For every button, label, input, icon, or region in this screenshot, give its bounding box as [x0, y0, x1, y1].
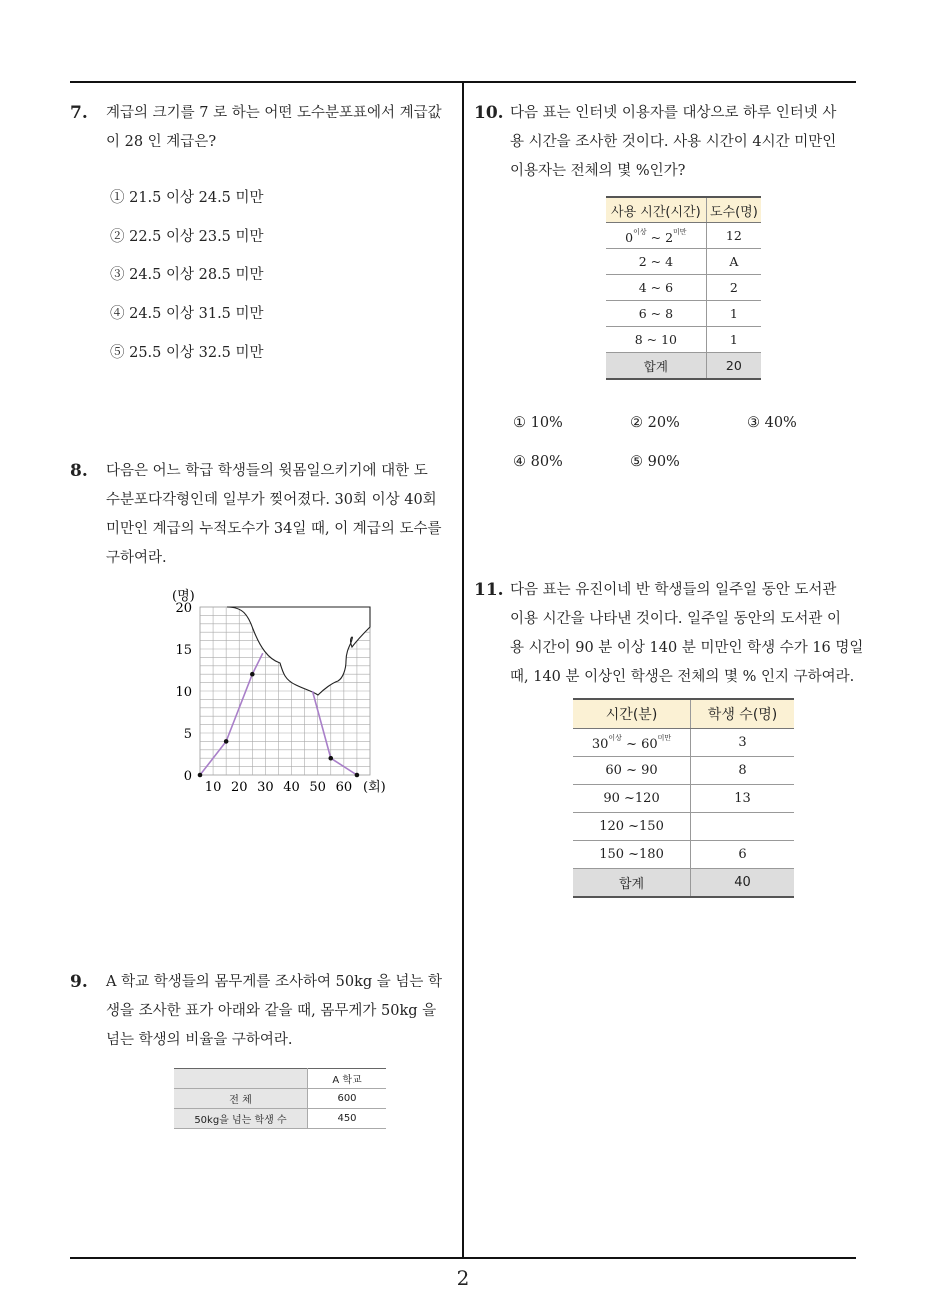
data-point [198, 773, 203, 778]
table-sum-row [573, 869, 794, 898]
question-number: 9. [70, 972, 88, 992]
range-to-note: 미만 [673, 227, 687, 236]
table-header-row [174, 1069, 386, 1089]
page-number: 2 [456, 1266, 470, 1290]
choice-2[interactable]: ② 20% [630, 415, 680, 431]
table-cell: 40 [691, 869, 794, 898]
x-tick-label: 30 [257, 780, 274, 795]
q11-table [573, 698, 794, 898]
x-tick-label: 50 [309, 780, 326, 795]
table-row [573, 757, 794, 785]
range-to-note: 미만 [657, 734, 672, 742]
choice-1[interactable]: ① 21.5 이상 24.5 미만 [110, 190, 264, 206]
table-cell: 3 [691, 729, 794, 757]
table-row [606, 275, 761, 301]
table-header-row [573, 699, 794, 729]
table-cell: 전 체 [174, 1089, 308, 1109]
bottom-rule [70, 1257, 856, 1259]
table-row [573, 813, 794, 841]
question-number: 11. [474, 580, 504, 600]
table-cell [691, 813, 794, 841]
question-number: 7. [70, 103, 88, 123]
table-cell: 6 [691, 841, 794, 869]
question-text-line: 다음 표는 인터넷 이용자를 대상으로 하루 인터넷 사 [510, 105, 837, 121]
range-from-note: 이상 [608, 734, 622, 742]
data-point [250, 672, 255, 677]
question-number: 10. [474, 103, 504, 123]
table-cell: A [706, 249, 761, 275]
data-point [355, 773, 360, 778]
table-cell: 8 ~ 10 [606, 327, 706, 353]
question-text-line: 구하여라. [106, 550, 167, 566]
range-from: 30 [591, 737, 609, 752]
table-cell: 150 ~180 [573, 841, 691, 869]
table-row [606, 249, 761, 275]
question-number: 8. [70, 461, 88, 481]
table-cell: 60 ~ 90 [573, 757, 691, 785]
table-cell: 6 ~ 8 [606, 301, 706, 327]
table-cell [174, 1069, 308, 1089]
table-sum-row [606, 353, 761, 380]
table-row [174, 1089, 386, 1109]
table-cell [573, 729, 691, 757]
data-point [328, 756, 333, 761]
table-row [606, 301, 761, 327]
table-cell: 합계 [606, 353, 706, 380]
table-header-row [606, 197, 761, 223]
choice-1[interactable]: ① 10% [513, 415, 563, 431]
table-header-cell: 도수(명) [706, 197, 761, 223]
table-cell: 13 [691, 785, 794, 813]
table-cell: 90 ~120 [573, 785, 691, 813]
question-text-line: 계급의 크기를 7 로 하는 어떤 도수분포표에서 계급값 [106, 105, 442, 121]
table-cell: A 학교 [308, 1069, 387, 1089]
table-cell: 2 [706, 275, 761, 301]
question-text-line: 생을 조사한 표가 아래와 같을 때, 몸무게가 50kg 을 [106, 1003, 437, 1019]
table-cell: 4 ~ 6 [606, 275, 706, 301]
x-tick-label: 20 [230, 780, 248, 795]
y-tick-label: 20 [175, 601, 192, 616]
x-tick-label: 10 [204, 780, 222, 795]
table-cell: 8 [691, 757, 794, 785]
y-tick-label: 10 [175, 685, 192, 700]
choice-5[interactable]: ⑤ 25.5 이상 32.5 미만 [110, 345, 264, 361]
x-axis-label: (회) [363, 780, 386, 795]
question-text-line: 이용 시간을 나타낸 것이다. 일주일 동안의 도서관 이 [510, 611, 842, 627]
range-from-note: 이상 [633, 227, 647, 236]
range-to: 2 [665, 229, 674, 245]
y-tick-label: 5 [183, 727, 192, 742]
table-cell: 50kg을 넘는 학생 수 [174, 1109, 308, 1129]
question-text-line: 이용자는 전체의 몇 %인가? [510, 163, 686, 179]
x-tick-label: 40 [283, 780, 300, 795]
table-row [606, 327, 761, 353]
table-row [573, 729, 794, 757]
frequency-polygon-chart [168, 585, 398, 800]
table-cell [606, 223, 706, 249]
question-text-line: 넘는 학생의 비율을 구하여라. [106, 1032, 293, 1048]
range-sep: ~ [626, 737, 637, 752]
table-header-cell: 시간(분) [573, 699, 691, 729]
table-cell: 600 [308, 1089, 387, 1109]
y-tick-label: 15 [175, 643, 192, 658]
choice-5[interactable]: ⑤ 90% [630, 454, 680, 470]
choice-4[interactable]: ④ 24.5 이상 31.5 미만 [110, 306, 264, 322]
table-cell: 12 [706, 223, 761, 249]
range-to: 60 [641, 737, 658, 752]
table-row [573, 841, 794, 869]
y-axis-label: (명) [172, 589, 195, 604]
question-text-line: 이 28 인 계급은? [106, 134, 217, 150]
table-header-cell: 학생 수(명) [691, 699, 794, 729]
question-text-line: 때, 140 분 이상인 학생은 전체의 몇 % 인지 구하여라. [510, 669, 855, 685]
choice-3[interactable]: ③ 40% [747, 415, 797, 431]
table-row [174, 1109, 386, 1129]
choice-2[interactable]: ② 22.5 이상 23.5 미만 [110, 229, 264, 245]
q9-table [174, 1068, 386, 1129]
choice-4[interactable]: ④ 80% [513, 454, 563, 470]
data-point [224, 739, 229, 744]
question-text-line: A 학교 학생들의 몸무게를 조사하여 50kg 을 넘는 학 [106, 974, 442, 990]
question-text-line: 수분포다각형인데 일부가 찢어졌다. 30회 이상 40회 [106, 492, 437, 508]
question-text-line: 미만인 계급의 누적도수가 34일 때, 이 계급의 도수를 [106, 521, 442, 537]
table-cell: 450 [308, 1109, 387, 1129]
range-from: 0 [625, 229, 634, 245]
table-cell: 합계 [573, 869, 691, 898]
q10-table [606, 196, 761, 380]
table-cell: 2 ~ 4 [606, 249, 706, 275]
table-cell: 1 [706, 301, 761, 327]
table-cell: 1 [706, 327, 761, 353]
y-tick-label: 0 [183, 769, 192, 784]
table-row [606, 223, 761, 249]
x-tick-label: 60 [335, 780, 353, 795]
table-cell: 20 [706, 353, 761, 380]
question-text-line: 다음은 어느 학급 학생들의 윗몸일으키기에 대한 도 [106, 463, 428, 479]
question-text-line: 다음 표는 유진이네 반 학생들의 일주일 동안 도서관 [510, 582, 837, 598]
question-text-line: 용 시간을 조사한 것이다. 사용 시간이 4시간 미만인 [510, 134, 837, 150]
table-header-cell: 사용 시간(시간) [606, 197, 706, 223]
range-sep: ~ [650, 229, 662, 245]
choice-3[interactable]: ③ 24.5 이상 28.5 미만 [110, 267, 264, 283]
question-text-line: 용 시간이 90 분 이상 140 분 미만인 학생 수가 16 명일 [510, 640, 864, 656]
table-row [573, 785, 794, 813]
table-cell: 120 ~150 [573, 813, 691, 841]
column-divider [462, 82, 464, 1258]
